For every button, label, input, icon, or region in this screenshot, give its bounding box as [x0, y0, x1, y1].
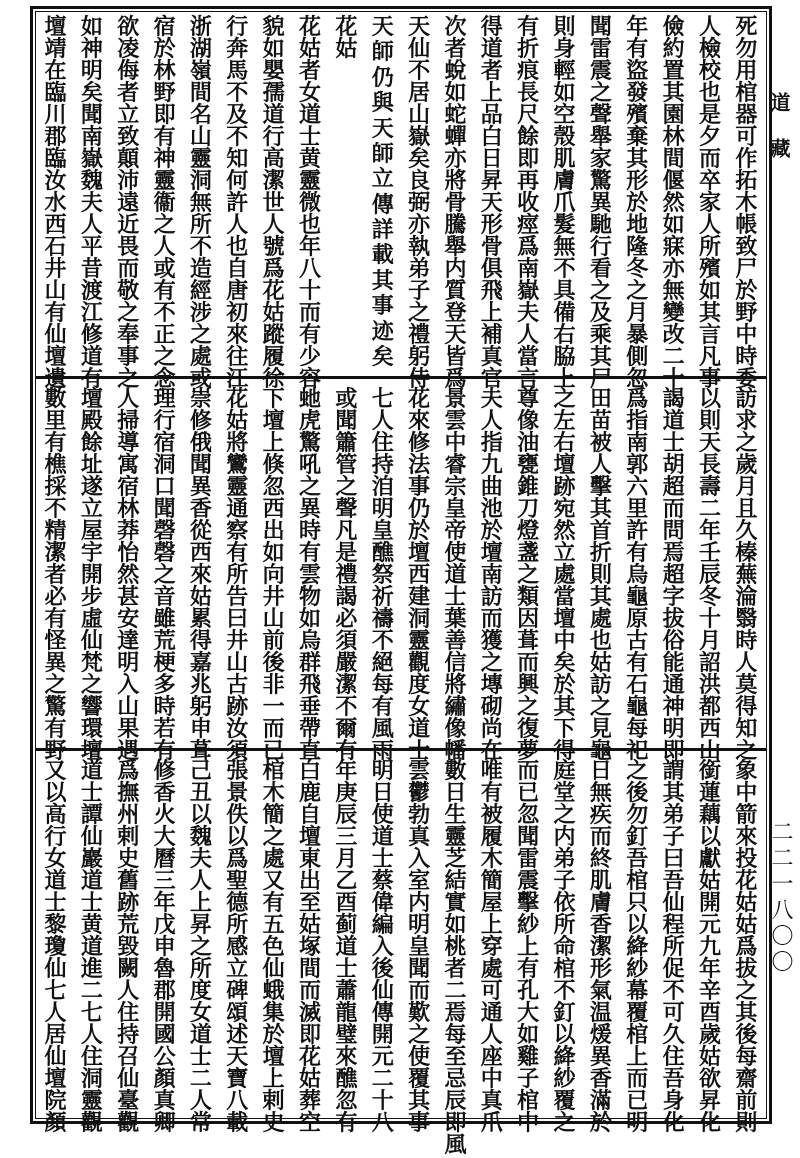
text-column: 宿 於 林 野 即 有 神 靈 衞 之 人 或 有 不 正 之 念 [153, 14, 176, 392]
text-column: 浙 湖 嶺 間 名 山 靈 洞 無 所 不 造 經 涉 之 處 或 [189, 14, 212, 392]
text-column: 聞 雷 震 之 聲 舉 家 驚 異 馳 行 看 之 及 乘 其 尸 [589, 14, 612, 392]
text-column: 明 日 使 道 士 蔡 偉 編 入 後 仙 傳 開 元 二 十 八 [371, 758, 394, 1136]
text-column: 年 庚 辰 三 月 乙 酉 蓟 道 士 蕭 龍 璧 來 醮 忽 有 [335, 758, 358, 1136]
text-column: 或 聞 簫 管 之 聲 凡 是 禮 謁 必 須 嚴 潔 不 爾 有 [335, 386, 358, 764]
text-column: 理 行 宿 洞 口 聞 磬 磬 之 音 雖 荒 梗 多 時 若 有 [153, 386, 176, 764]
text-column: 訪 求 之 歲 月 且 久 榛 蕪 淪 翳 時 人 莫 得 知 之 [735, 386, 758, 764]
text-column: 白 鹿 自 壇 東 出 至 姑 塚 間 而 滅 即 花 姑 葬 空 [299, 758, 322, 1136]
text-column: 唯 有 被 履 木 簡 屋 上 穿 處 可 通 人 座 中 真 爪 [480, 758, 503, 1136]
text-column: 銜 蓮 藕 以 獻 姑 開 元 九 年 辛 酉 歲 姑 欲 昇 化 [698, 758, 721, 1136]
text-column: 張 景 佚 以 爲 聖 德 所 感 立 碑 頌 述 天 寶 八 載 [226, 758, 249, 1136]
text-column: 雲 鬱 勃 真 入 室 内 明 皇 聞 而 歎 之 使 覆 其 事 [408, 758, 431, 1136]
page-number: 二二一八〇〇 [768, 820, 793, 976]
book-title-margin: 道藏 [767, 92, 791, 184]
text-column: 儉 約 置 其 園 林 間 偃 然 如 寐 亦 無 變 改 二 十 [662, 14, 685, 392]
text-column: 虵 虎 驚 吼 之 異 時 有 雲 物 如 烏 群 飛 垂 帶 直 [299, 386, 322, 764]
text-column: 之 左 右 壇 跡 宛 然 立 處 當 壇 中 矣 於 其 下 得 [553, 386, 576, 764]
text-panel-middle [40, 386, 762, 764]
text-column: 以 則 天 長 壽 二 年 壬 辰 冬 十 月 詔 洪 都 西 山 [698, 386, 721, 764]
text-column: 棺 木 簡 之 處 又 有 五 色 仙 蛾 集 於 壇 上 剌 史 [262, 758, 285, 1136]
text-column: 得 道 者 上 品 白 日 昇 天 形 骨 俱 飛 上 補 真 官 [480, 14, 503, 392]
text-column: 欲 凌 侮 者 立 致 顛 沛 遠 近 畏 而 敬 之 奉 事 之 [117, 14, 140, 392]
text-column: 下 壇 上 倏 忽 西 出 如 向 井 山 前 後 非 一 而 已 [262, 386, 285, 764]
panel-divider-bottom [35, 748, 767, 751]
text-column: 道 士 譚 仙 巖 道 士 黄 道 進 二 七 人 住 洞 靈 觀 [80, 758, 103, 1136]
text-column: 修 香 火 大 曆 三 年 戊 申 魯 郡 開 國 公 顏 真 卿 [153, 758, 176, 1136]
panel-divider-top [35, 376, 767, 379]
text-column: 爲 指 南 郭 六 里 許 有 烏 龜 原 古 有 石 龜 每 祀 [626, 386, 649, 764]
text-column: 花 姑 [335, 14, 358, 62]
text-column: 貌 如 嬰 孺 道 行 高 潔 世 人 號 爲 花 姑 蹤 履 徐 [262, 14, 285, 392]
text-column: 人 掃 導 寓 宿 林 莽 怡 然 甚 安 達 明 入 山 果 遇 [117, 386, 140, 764]
text-column: 景 雲 中 睿 宗 皇 帝 使 道 士 葉 善 信 將 繡 像 幡 [444, 386, 467, 764]
text-column: 年 有 盜 發 殯 棄 其 形 於 地 隆 冬 之 月 暴 側 忽 [626, 14, 649, 392]
text-column: 則 身 輕 如 空 殼 肌 膚 爪 髮 無 不 具 備 右 脇 上 [553, 14, 576, 392]
text-column: 七 人 住 持 洎 明 皇 醮 祭 祈 禱 不 絕 每 有 風 雨 [371, 386, 394, 764]
text-column: 數 里 有 樵 採 不 精 潔 者 必 有 怪 異 之 驚 有 野 [44, 386, 67, 764]
text-column: 次 者 蛻 如 蛇 蟬 亦 將 骨 騰 舉 内 質 登 天 皆 爲 [444, 14, 467, 392]
text-column: 天 師 仍 與 天 師 立 傳 詳 載 其 事 迹 矣 [371, 14, 394, 370]
text-column: 之 後 勿 釘 吾 棺 只 以 絳 紗 幕 覆 棺 上 而 已 明 [626, 758, 649, 1136]
text-panel-bottom [40, 758, 762, 1158]
text-column: 夫 人 指 九 曲 池 於 壇 南 訪 而 獲 之 塼 砌 尚 在 [480, 386, 503, 764]
text-column: 又 以 高 行 女 道 士 黎 瓊 仙 七 人 居 仙 壇 院 顏 [44, 758, 67, 1136]
text-panel-top [40, 14, 762, 392]
text-column: 而 已 忽 聞 雷 震 擊 紗 上 有 孔 大 如 雞 子 棺 中 [517, 758, 540, 1136]
text-column: 如 神 明 矣 聞 南 嶽 魏 夫 人 平 昔 渡 江 修 道 有 [80, 14, 103, 392]
text-column: 死 勿 用 棺 器 可 作 拓 木 帳 致 尸 於 野 中 時 委 [735, 14, 758, 392]
text-column: 行 奔 馬 不 及 不 知 何 許 人 也 自 唐 初 來 往 江 [226, 14, 249, 392]
text-column: 壇 靖 在 臨 川 郡 臨 汝 水 西 石 井 山 有 仙 壇 遺 [44, 14, 67, 392]
text-column: 謁 道 士 胡 超 而 問 焉 超 字 拔 俗 能 通 神 明 即 [662, 386, 685, 764]
text-column: 壇 殿 餘 址 遂 立 屋 宇 開 步 虛 仙 梵 之 響 環 壇 [80, 386, 103, 764]
text-column: 庭 堂 之 内 弟 子 依 所 命 棺 不 釘 以 絳 紗 覆 之 [553, 758, 576, 1136]
text-column: 人 檢 校 也 是 夕 而 卒 家 人 所 殯 如 其 言 凡 事 [698, 14, 721, 392]
text-column: 謂 其 弟 子 曰 吾 仙 程 所 促 不 可 久 住 吾 身 化 [662, 758, 685, 1136]
text-column: 象 中 箭 來 投 花 姑 姑 爲 拔 之 其 後 每 齋 前 則 [735, 758, 758, 1136]
text-column: 花 姑 者 女 道 士 黄 靈 微 也 年 八 十 而 有 少 容 [299, 14, 322, 392]
text-column: 天 仙 不 居 山 嶽 矣 良 弼 亦 執 弟 子 之 禮 躬 侍 [408, 14, 431, 392]
text-column: 崇 修 俄 聞 異 香 從 西 來 姑 累 得 嘉 兆 躬 申 葺 [189, 386, 212, 764]
text-column: 日 無 疾 而 終 肌 膚 香 潔 形 氣 温 煖 異 香 滿 於 [589, 758, 612, 1136]
text-column: 爲 撫 州 剌 史 舊 跡 荒 毀 闕 人 住 持 召 仙 臺 觀 [117, 758, 140, 1136]
text-column: 田 苗 被 人 擊 其 首 折 則 其 處 也 姑 訪 之 見 龜 [589, 386, 612, 764]
text-column: 花 姑 將 鸞 靈 通 察 有 所 告 曰 井 山 古 跡 汝 須 [226, 386, 249, 764]
text-column: 尊 像 油 甕 錐 刀 燈 盞 之 類 因 葺 而 興 之 復 夢 [517, 386, 540, 764]
text-column: 己 丑 以 魏 夫 人 上 昇 之 所 度 女 道 士 二 人 常 [189, 758, 212, 1136]
text-column: 花 來 修 法 事 仍 於 壇 西 建 洞 靈 觀 度 女 道 士 [408, 386, 431, 764]
text-column: 數 日 生 靈 芝 結 實 如 桃 者 二 焉 每 至 忌 辰 即 風 [444, 758, 467, 1158]
text-column: 有 折 痕 長 尺 餘 即 再 收 痙 爲 南 嶽 夫 人 當 言 [517, 14, 540, 392]
